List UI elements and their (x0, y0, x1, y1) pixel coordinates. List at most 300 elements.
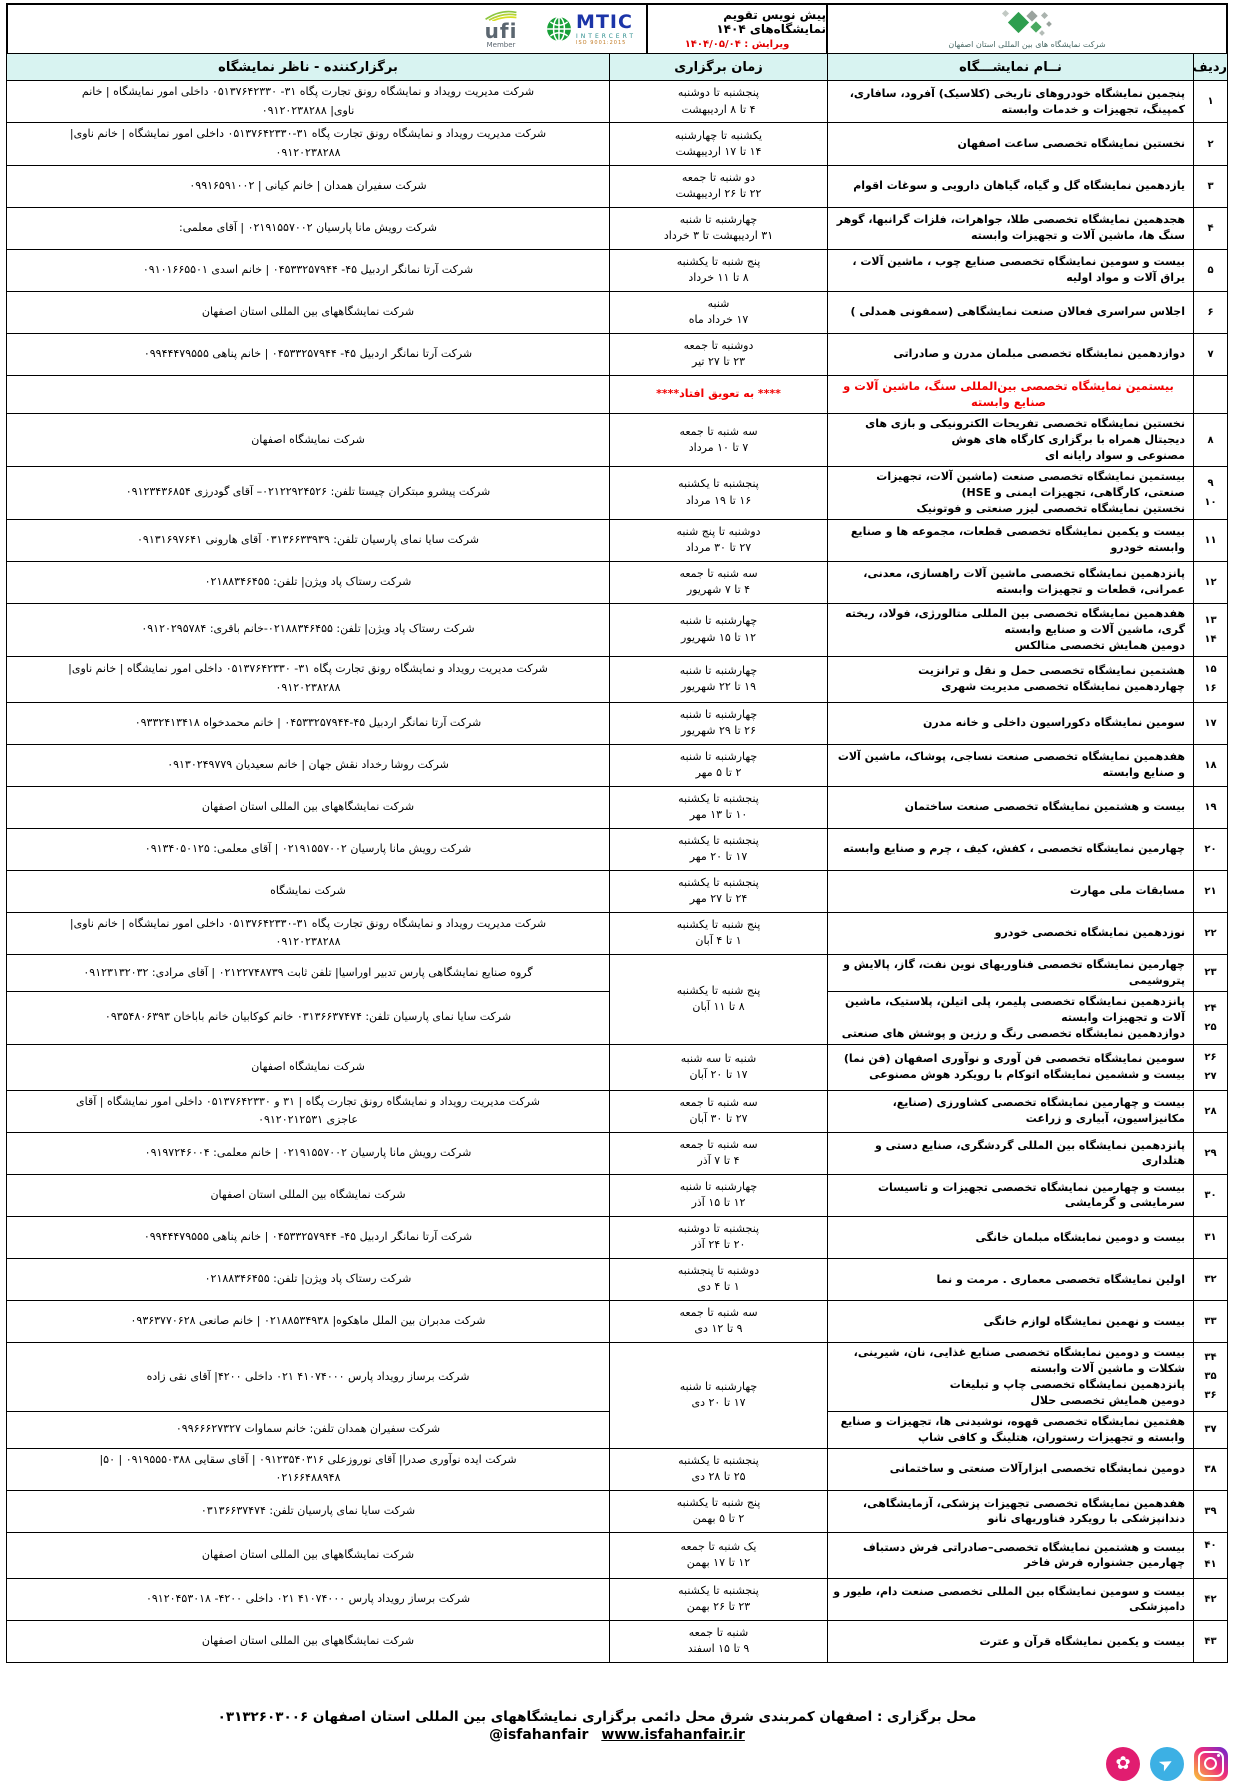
document-title-block (646, 5, 826, 53)
aparat-icon[interactable]: ✿ (1106, 1747, 1140, 1781)
exhibition-dates (610, 1044, 828, 1090)
exhibition-dates (610, 1620, 828, 1662)
exhibition-name-lines (828, 252, 1193, 288)
exhibition-dates-line: ۲۴ تا ۲۷ مهر (689, 892, 748, 906)
exhibition-name-lines (828, 1494, 1193, 1530)
table-row (7, 1578, 1228, 1620)
organizer-line: شرکت پیشرو مبتکران چیستا تلفن: ۰۲۱۲۲۹۲۴۵۲۶– آقای گودرزی ۰۹۱۲۳۴۳۶۸۵۴ (125, 485, 491, 499)
exhibition-dates (610, 81, 828, 123)
exhibition-name-lines (828, 210, 1193, 246)
row-number (1194, 744, 1228, 786)
table-row (7, 1620, 1228, 1662)
table-row (7, 81, 1228, 123)
row-number-value: ۱۴ (1204, 633, 1217, 645)
exhibition-dates-line: پنجشنبه تا یکشنبه (678, 1453, 759, 1467)
organizer-lines (7, 1006, 609, 1029)
exhibition-name-line: بیست و دومین نمایشگاه تخصصی صنایع غذایی، نان، شیرینی، شکلات و ماشین آلات وابسته (853, 1345, 1185, 1375)
organizer-line: شرکت مدیریت رویداد و نمایشگاه رونق تجارت پگاه ۳۱- ۰۵۱۳۷۶۴۲۳۳۰ داخلی امور نمایشگاه | خانم (81, 85, 535, 98)
organizer-lines (7, 913, 609, 954)
exhibition-dates-lines (610, 915, 827, 952)
exhibition-dates-lines (610, 336, 827, 373)
row-number (1194, 1132, 1228, 1174)
instagram-icon[interactable] (1194, 1747, 1228, 1781)
exhibition-name-line: پانزدهمین نمایشگاه تخصصی ماشین آلات راهسازی، معدنی، عمرانی، قطعات و تجهیزات وابسته (863, 567, 1185, 597)
row-number-value: ۳ (1207, 180, 1214, 192)
organizer (7, 603, 610, 656)
exhibition-name (828, 375, 1194, 413)
row-number-value: ۱۹ (1204, 801, 1217, 813)
exhibition-name-line: بیست و نهمین نمایشگاه لوازم خانگی (983, 1314, 1185, 1328)
exhibition-dates (610, 1258, 828, 1300)
exhibition-name-line: نخستین نمایشگاه تخصصی ساعت اصفهان (957, 137, 1185, 151)
exhibition-name-lines (828, 839, 1193, 859)
exhibition-dates-line: ۲۷ تا ۳۰ آبان (689, 1112, 748, 1126)
exhibition-name-lines (828, 1312, 1193, 1332)
row-number-value: ۴۰ (1204, 1540, 1217, 1552)
exhibition-name-line: چهارمین نمایشگاه تخصصی فناوریهای نوین نفت، گاز، پالایش و پتروشیمی (843, 957, 1185, 987)
telegram-icon[interactable]: ➤ (1150, 1747, 1184, 1781)
table-row (7, 912, 1228, 954)
exhibition-dates-lines (610, 210, 827, 247)
organizer (7, 165, 610, 207)
row-number (1194, 603, 1228, 656)
row-number-value: ۲۴ (1204, 1002, 1217, 1014)
organizer (7, 870, 610, 912)
exhibition-dates-line: ۲۳ تا ۲۶ بهمن (686, 1600, 751, 1614)
exhibition-dates (610, 744, 828, 786)
organizer-lines (7, 217, 609, 240)
row-number (1194, 1448, 1228, 1490)
exhibition-dates-line: ۷ تا ۱۰ مرداد (688, 441, 749, 454)
exhibition-dates-line: پنجشنبه تا یکشنبه (678, 1583, 759, 1597)
exhibition-name (828, 912, 1194, 954)
row-number-value: ۳۳ (1204, 1315, 1217, 1327)
exhibition-name-lines (828, 467, 1193, 519)
exhibition-name-line: هجدهمین نمایشگاه تخصصی طلا، جواهرات، فلزات گرانبها، گوهر سنگ ها، ماشین آلات و تجهیزات وابسته (836, 213, 1185, 243)
table-header-row (7, 54, 1228, 81)
row-number-value: ۳۲ (1204, 1273, 1217, 1285)
organizer-line: شرکت سفیران همدان تلفن: خانم سماوات ۰۹۹۶۶۶۲۷۳۲۷ (175, 1422, 441, 1436)
table-row (7, 123, 1228, 165)
organizer-line: شرکت رستاک پاد ویژن| تلفن: ۰۲۱۸۸۳۴۶۴۵۵ (204, 1272, 412, 1286)
exhibition-dates (610, 1578, 828, 1620)
exhibition-name-lines (828, 1270, 1193, 1290)
row-number-value: ۳۵ (1204, 1371, 1217, 1383)
exhibition-name-line: هفدهمین نمایشگاه تخصصی بین المللی متالورژی، فولاد، ریخته گری، ماشین آلات و صنایع وابسته (845, 606, 1185, 636)
exhibition-name-lines (828, 302, 1193, 322)
table-row (7, 1216, 1228, 1258)
exhibition-dates-line: **** به تعویق افتاد**** (656, 387, 781, 401)
table-row (7, 561, 1228, 603)
exhibition-dates (610, 1532, 828, 1578)
exhibition-dates-line: سه شنبه تا جمعه (679, 424, 758, 438)
exhibition-name-line: مصنوعی و سواد رایانه ای (1045, 448, 1185, 462)
exhibition-dates-line: دوشنبه تا جمعه (683, 338, 754, 352)
exhibition-name-lines (828, 414, 1193, 466)
exhibition-name-line: بیستمین نمایشگاه تخصصی صنعت (ماشین آلات، تجهیزات صنعتی، کارگاهی، تجهیزات ایمنی و HSE) (876, 469, 1185, 499)
table-row (7, 1490, 1228, 1532)
exhibition-dates-line: چهارشنبه تا شنبه (679, 749, 758, 763)
exhibition-name-line: مسابقات ملی مهارت (1069, 884, 1185, 898)
exhibition-dates (610, 375, 828, 413)
organizer (7, 291, 610, 333)
exhibition-dates-line: ۱ تا ۴ آبان (695, 934, 742, 948)
organizer-line: شرکت آرتا نمانگر اردبیل ۴۵- ۰۴۵۳۳۲۵۷۹۴۴ | خانم پناهی ۰۹۹۴۴۴۷۹۵۵۵ (143, 1230, 473, 1244)
exhibition-name (828, 1300, 1194, 1342)
row-number (1194, 81, 1228, 123)
exhibition-dates-lines (610, 873, 827, 910)
exhibition-name-lines (828, 344, 1193, 364)
exhibition-name-line: دومین همایش تخصصی حلال (1030, 1393, 1185, 1407)
mtic-wordmark (576, 10, 636, 46)
exhibition-name-lines (828, 955, 1193, 991)
organizer-line: شرکت برساز رویداد پارس ۴۱۰۷۴۰۰۰ ۰۲۱ داخلی ۴۲۰۰- ۰۹۱۲۰۴۵۳۰۱۸ (145, 1592, 471, 1606)
row-number (1194, 1532, 1228, 1578)
exhibition-name-lines (828, 84, 1193, 120)
exhibition-name-lines (828, 747, 1193, 783)
exhibition-dates-line: ۸ تا ۱۱ آبان (692, 1000, 745, 1014)
table-row (7, 519, 1228, 561)
exhibition-dates-lines (610, 831, 827, 868)
exhibition-dates (610, 1448, 828, 1490)
exhibition-dates (610, 1300, 828, 1342)
exhibition-dates-line: ۱ تا ۴ دی (697, 1280, 740, 1294)
organizer-line: شرکت آرتا نمانگر اردبیل ۴۵- ۰۴۵۳۳۲۵۷۹۴۴ | خانم اسدی ۰۹۱۰۱۶۶۵۵۰۱ (142, 262, 474, 276)
exhibition-dates (610, 414, 828, 467)
row-number-value: ۲ (1207, 138, 1214, 150)
row-number (1194, 1300, 1228, 1342)
row-number (1194, 828, 1228, 870)
organizer-lines (7, 1544, 609, 1567)
row-number-value: ۲۸ (1204, 1105, 1217, 1117)
organizer (7, 912, 610, 954)
exhibition-calendar-table (6, 53, 1228, 1663)
exhibition-name (828, 954, 1194, 991)
organizer-lines (7, 529, 609, 552)
row-number (1194, 165, 1228, 207)
row-number-value: ۳۴ (1204, 1352, 1217, 1364)
exhibition-dates-line: چهارشنبه تا شنبه (679, 614, 758, 628)
exhibition-name (828, 291, 1194, 333)
exhibition-dates-line: پنجشنبه تا یکشنبه (678, 477, 759, 491)
organizer-lines (7, 796, 609, 819)
exhibition-dates-lines (610, 522, 827, 559)
exhibition-dates-lines (610, 1377, 827, 1414)
row-number-value: ۱۷ (1204, 717, 1217, 729)
website-link[interactable]: www.isfahanfair.ir (601, 1726, 745, 1743)
exhibition-dates-line: ۸ تا ۱۱ خرداد (688, 271, 749, 285)
exhibition-name (828, 1044, 1194, 1090)
globe-icon (546, 16, 572, 42)
organizer-lines (7, 301, 609, 324)
row-number (1194, 1578, 1228, 1620)
exhibition-dates-line: پنجشنبه تا یکشنبه (678, 833, 759, 847)
exhibition-name (828, 656, 1194, 702)
exhibition-dates-line: ۲۳ تا ۲۷ تیر (692, 355, 746, 369)
exhibition-name (828, 1342, 1194, 1411)
table-row (7, 249, 1228, 291)
exhibition-name (828, 165, 1194, 207)
row-number (1194, 1411, 1228, 1448)
organizer-line: شرکت سایا نمای پارسیان تلفن: ۰۳۱۳۶۶۳۷۴۷۴ (200, 1504, 416, 1518)
exhibition-name-line: چهاردهمین نمایشگاه تخصصی مدیریت شهری (941, 680, 1185, 694)
exhibition-name-line: دوازدهمین نمایشگاه تخصصی رنگ و رزین و پوشش های صنعتی (841, 1026, 1185, 1040)
exhibition-dates (610, 123, 828, 165)
exhibition-dates-line: پنج شنبه تا یکشنبه (676, 1495, 761, 1509)
exhibition-name-lines (828, 564, 1193, 600)
organizer-line: شرکت نمایشگاه (270, 883, 346, 897)
row-number (1194, 1174, 1228, 1216)
page-footer (6, 1709, 1228, 1781)
row-number-value: ۳۶ (1204, 1390, 1217, 1402)
organizer-line: شرکت مدیریت رویداد و نمایشگاه رونق تجارت پگاه ۳۱- ۰۵۱۳۷۶۴۲۳۳۰ داخلی امور نمایشگاه | خانم ناوی| (68, 662, 548, 676)
row-number-value: ۱۶ (1204, 683, 1217, 695)
organizer-line: ۰۲۱۶۶۴۸۸۹۴۸ (275, 1471, 341, 1485)
exhibition-dates (610, 1090, 828, 1132)
organizer-line: شرکت آرتا نمانگر اردبیل ۴۵- ۰۴۵۳۳۲۵۷۹۴۴ | خانم پناهی ۰۹۹۴۴۴۷۹۵۵۵ (143, 346, 473, 360)
row-number-value: ۹ (1207, 477, 1214, 489)
exhibition-dates (610, 870, 828, 912)
exhibition-dates-line: ۳۱ اردیبهشت تا ۳ خرداد (663, 229, 774, 243)
exhibition-dates-line: پنجشنبه تا یکشنبه (678, 875, 759, 889)
postponed-row (7, 375, 1228, 413)
organizer-lines (7, 1418, 609, 1441)
exhibition-name (828, 786, 1194, 828)
organizer (7, 1258, 610, 1300)
organizer-lines (7, 1500, 609, 1523)
contact-links (6, 1727, 1228, 1743)
exhibition-name (828, 870, 1194, 912)
exhibition-name-line: دومین نمایشگاه تخصصی ابزارآلات صنعتی و ساختمانی (889, 1462, 1185, 1476)
row-number-value: ۱۳ (1204, 614, 1217, 626)
exhibition-name (828, 207, 1194, 249)
row-number-value: ۲۵ (1204, 1021, 1217, 1033)
exhibition-dates-lines (610, 1219, 827, 1256)
exhibition-name-lines (828, 881, 1193, 901)
exhibition-name-line: بیست و سومین نمایشگاه تخصصی صنایع چوب ، ماشین آلات ، یراق آلات و مواد اولیه (852, 255, 1185, 285)
exhibition-name (828, 1490, 1194, 1532)
exhibition-name (828, 1132, 1194, 1174)
exhibition-name-line: هفتمین نمایشگاه تخصصی قهوه، نوشیدنی ها، تجهیزات و صنایع وابسته و تجهیزات رستوران، هتلینگ و کافی شاپ (840, 1414, 1185, 1444)
exhibition-name (828, 1216, 1194, 1258)
organizer (7, 249, 610, 291)
row-number (1194, 656, 1228, 702)
column-header-organizer: برگزارکننده - ناظر نمایشگاه (7, 54, 610, 81)
row-number (1194, 1044, 1228, 1090)
exhibition-dates (610, 519, 828, 561)
exhibition-dates-line: ۱۶ تا ۱۹ مرداد (685, 493, 752, 507)
exhibition-dates (610, 207, 828, 249)
organizer (7, 123, 610, 165)
organizer-lines (7, 1226, 609, 1249)
exhibition-dates (610, 1174, 828, 1216)
ufi-member-label: Member (486, 41, 516, 49)
exhibition-dates-lines (610, 83, 827, 120)
table-row (7, 1132, 1228, 1174)
exhibition-dates-line: سه شنبه تا جمعه (679, 1095, 758, 1109)
exhibition-dates (610, 828, 828, 870)
organizer-line: شرکت نمایشگاههای بین المللی استان اصفهان (201, 799, 415, 813)
organizer (7, 786, 610, 828)
organizer-lines (7, 1184, 609, 1207)
exhibition-name-lines (828, 1412, 1193, 1448)
ufi-member-logo (482, 9, 520, 49)
exhibition-name (828, 123, 1194, 165)
table-row (7, 291, 1228, 333)
table-row (7, 1174, 1228, 1216)
organizer-line: شرکت ایده نوآوری صدرا| آقای نوروزعلی ۰۹۱۲۳۵۴۰۳۱۶ | آقای سقایی ۰۹۱۹۵۵۵۰۳۸۸ | ۵۰| (99, 1452, 517, 1466)
exhibition-name (828, 1578, 1194, 1620)
exhibition-name (828, 744, 1194, 786)
exhibition-name-line: بیست و ششمین نمایشگاه اتوکام با رویکرد هوش مصنوعی (869, 1068, 1185, 1082)
exhibition-name-lines (828, 923, 1193, 943)
row-number (1194, 786, 1228, 828)
column-header-row-number: ردیف (1194, 54, 1228, 81)
exhibition-dates-line: یک شنبه تا جمعه (680, 1539, 757, 1553)
table-row (7, 870, 1228, 912)
exhibition-name-lines (828, 522, 1193, 558)
organizer-lines (7, 571, 609, 594)
exhibition-dates-line: ۱۷ تا ۲۰ دی (691, 1396, 746, 1410)
organizer-line: ۰۹۱۲۰۲۳۸۲۸۸ (275, 935, 341, 949)
exhibition-dates-line: ۲ تا ۵ مهر (695, 766, 742, 780)
ufi-word: ufi (484, 19, 518, 43)
row-number-value: ۱۰ (1204, 496, 1217, 508)
exhibition-name (828, 414, 1194, 467)
organizer-line: ۰۹۱۲۰۲۳۸۲۸۸ (275, 146, 341, 160)
organizer-line: شرکت سایا نمای پارسیان تلفن: ۰۳۱۳۶۶۳۳۹۳۹ آقای هارونی ۰۹۱۳۱۶۹۷۶۴۱ (137, 532, 479, 546)
row-number (1194, 1342, 1228, 1411)
exhibition-name-line: پنجمین نمایشگاه خودروهای تاریخی (کلاسیک) آفرود، سافاری، کمپینگ، تجهیزات و خدمات وابسته (849, 86, 1185, 116)
organizer-line: شرکت مدیریت رویداد و نمایشگاه رونق تجارت پگاه | ۳۱ و ۰۵۱۳۷۶۴۲۳۳۰ داخلی امور نمایشگاه | آقای (76, 1094, 540, 1108)
table-row (7, 1532, 1228, 1578)
organizer (7, 81, 610, 123)
exhibition-dates (610, 786, 828, 828)
exhibition-dates-lines (610, 422, 827, 459)
social-icons (1106, 1747, 1228, 1781)
exhibition-name (828, 249, 1194, 291)
row-number-value: ۱ (1207, 96, 1214, 108)
isfahan-fair-logo-icon (995, 9, 1059, 39)
calendar-page (6, 0, 1228, 1781)
exhibition-dates-lines (610, 294, 827, 331)
certification-logos (8, 5, 646, 53)
exhibition-dates-line: ۴ تا ۸ اردیبهشت (681, 102, 756, 116)
row-number-value: ۷ (1207, 348, 1214, 360)
organizer (7, 1300, 610, 1342)
table-row (7, 466, 1228, 519)
organizer-lines (7, 343, 609, 366)
organizer (7, 828, 610, 870)
exhibition-name-lines (828, 992, 1193, 1044)
row-number (1194, 375, 1228, 413)
exhibition-name-line: بیست و هشتمین نمایشگاه تخصصی صنعت ساختمان (904, 800, 1185, 814)
organizer-line: شرکت روشا رخداد نقش جهان | خانم سعیدیان ۰۹۱۳۰۲۴۹۷۷۹ (167, 757, 449, 771)
organizer (7, 954, 610, 991)
exhibition-name (828, 561, 1194, 603)
exhibition-dates-lines (610, 1177, 827, 1214)
exhibition-name-lines (828, 176, 1193, 196)
exhibition-dates-lines (610, 981, 827, 1018)
organizer (7, 375, 610, 413)
exhibition-dates-lines (610, 1135, 827, 1172)
exhibition-name (828, 1258, 1194, 1300)
table-row (7, 828, 1228, 870)
table-row (7, 1300, 1228, 1342)
organizer (7, 991, 610, 1044)
exhibition-dates (610, 1342, 828, 1448)
exhibition-dates-lines (610, 1303, 827, 1340)
exhibition-dates-lines (610, 1537, 827, 1574)
row-number (1194, 1490, 1228, 1532)
exhibition-dates-lines (610, 1049, 827, 1086)
row-number-value: ۱۸ (1204, 759, 1217, 771)
row-number-value: ۴۳ (1204, 1635, 1217, 1647)
exhibition-name-lines (828, 713, 1193, 733)
exhibition-dates-lines (610, 747, 827, 784)
table-row (7, 1448, 1228, 1490)
exhibition-dates-line: ۱۲ تا ۱۷ بهمن (686, 1556, 751, 1570)
row-number (1194, 249, 1228, 291)
table-row (7, 165, 1228, 207)
row-number-value: ۴۱ (1204, 1559, 1217, 1571)
organizer-line: شرکت نمایشگاه اصفهان (251, 1059, 365, 1073)
exhibition-dates-line: ۴ تا ۷ شهریور (686, 583, 751, 597)
exhibition-dates-lines (610, 661, 827, 698)
page-title: پیش نویس تقویم نمایشگاه‌های ۱۴۰۴ (716, 8, 826, 36)
exhibition-dates (610, 656, 828, 702)
organizer-line: شرکت رویش مانا پارسیان ۰۲۱۹۱۵۵۷۰۰۲ | خانم معلمی: ۰۹۱۹۷۲۴۶۰۰۴ (144, 1146, 472, 1160)
organizer-lines (7, 1588, 609, 1611)
exhibition-name-line: پانزدهمین نمایشگاه تخصصی پلیمر، پلی اتیلن، پلاستیک، ماشین آلات و تجهیزات وابسته (844, 994, 1185, 1024)
organizer-lines (7, 880, 609, 903)
edition-note: ویرایش : ۱۴۰۴/۰۵/۰۴ (684, 39, 790, 50)
row-number-value: ۶ (1207, 306, 1214, 318)
organizer-lines (7, 962, 609, 985)
exhibition-name-lines (828, 1632, 1193, 1652)
row-number-value: ۲۶ (1204, 1052, 1217, 1064)
row-number-value: ۳۷ (1204, 1424, 1217, 1436)
exhibition-dates-line: ۹ تا ۱۲ دی (694, 1322, 743, 1336)
exhibition-name-line: سومین نمایشگاه دکوراسیون داخلی و خانه مدرن (922, 716, 1185, 730)
column-header-time: زمان برگزاری (610, 54, 828, 81)
exhibition-dates-line: چهارشنبه تا شنبه (679, 707, 758, 721)
exhibition-name-line: هفدهمین نمایشگاه تخصصی صنعت نساجی، پوشاک، ماشین آلات و صنایع وابسته (837, 750, 1185, 780)
organizer (7, 1620, 610, 1662)
exhibition-name (828, 1090, 1194, 1132)
exhibition-name-line: بیست و یکمین نمایشگاه قرآن و عترت (979, 1634, 1185, 1648)
table-row (7, 1258, 1228, 1300)
exhibition-dates-line: دو شنبه تا جمعه (681, 170, 756, 184)
exhibition-dates-lines (610, 611, 827, 648)
organizer-line: شرکت مدیریت رویداد و نمایشگاه رونق تجارت پگاه ۳۱-۰۵۱۳۷۶۴۲۳۳۰ داخلی امور نمایشگاه | خانم ناوی| (69, 127, 547, 141)
organizer-line: شرکت رویش مانا پارسیان ۰۲۱۹۱۵۵۷۰۰۲ | آقای معلمی: ۰۹۱۳۴۰۵۰۱۲۵ (144, 841, 472, 855)
exhibition-dates (610, 912, 828, 954)
organizer (7, 1174, 610, 1216)
exhibition-name (828, 1411, 1194, 1448)
row-number-value: ۴۲ (1204, 1593, 1217, 1605)
exhibition-dates-line: یکشنبه تا چهارشنبه (674, 128, 763, 142)
table-row (7, 744, 1228, 786)
exhibition-name-line: بیست و دومین نمایشگاه مبلمان خانگی (975, 1230, 1185, 1244)
exhibition-dates (610, 333, 828, 375)
organizer-lines (7, 392, 609, 396)
row-number (1194, 466, 1228, 519)
exhibition-name-lines (828, 1459, 1193, 1479)
organizer (7, 1490, 610, 1532)
exhibition-dates-line: ۱۷ خرداد ماه (688, 313, 749, 327)
organizer-lines (7, 429, 609, 452)
